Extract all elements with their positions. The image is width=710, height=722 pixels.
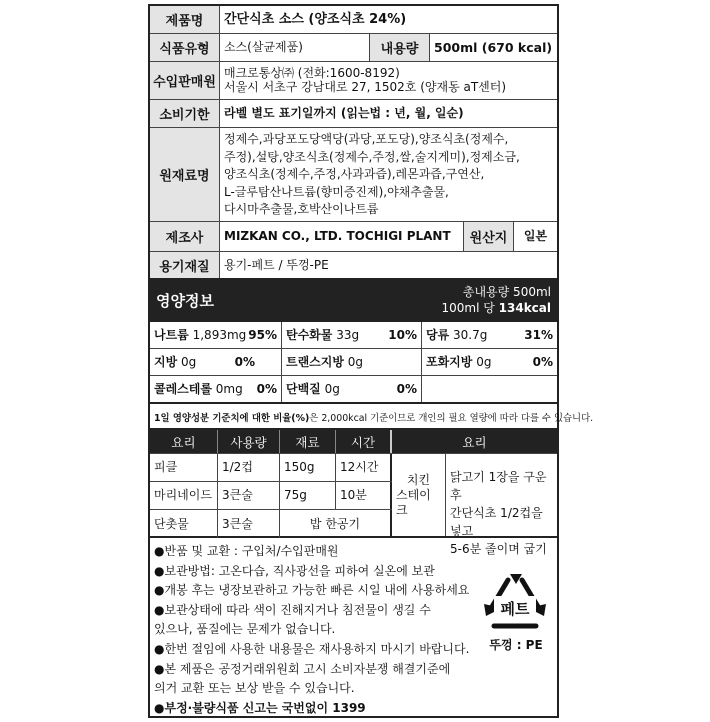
nutrient-amount: 0g (347, 354, 364, 369)
nutrient-name: 당류 (426, 327, 450, 342)
nutrition-footnote (150, 404, 594, 430)
recycle-main-label: 페트 (500, 600, 530, 618)
ingredients-line: 주정),설탕,양조식초(정제수,주정,쌀,술지게미),정제소금, (224, 149, 520, 164)
row-ingredients (150, 128, 557, 222)
nutrient-percent: 10% (388, 327, 417, 342)
steak-name-line-2: 스테이크 (396, 487, 431, 517)
recipe-amount: 3큰술 (218, 510, 280, 538)
nutrient-sodium (150, 322, 282, 348)
recipe-time: 10분 (336, 482, 392, 509)
importer-label: 수입판매원 (150, 62, 220, 99)
recipe-ingredient-time: 밥 한공기 (280, 510, 392, 538)
note-line: ●본 제품은 공정거래위원회 고시 소비자분쟁 해결기준에 (154, 661, 451, 676)
recipe-steak-name (392, 454, 446, 536)
recycle-cap-label: 뚜껑 : PE (489, 638, 543, 652)
ingredients-label: 원재료명 (150, 128, 220, 221)
nutrient-carbs (282, 322, 422, 348)
ingredients-line: 다시마추출물,호박산이나트륨 (224, 202, 379, 216)
nutrient-name: 포화지방 (426, 354, 473, 369)
recipe-header-dish: 요리 (150, 430, 218, 453)
nutrient-sugars (422, 322, 557, 348)
food-type-value: 소스(살균제품) (220, 34, 370, 61)
food-type-label: 식품유형 (150, 34, 220, 61)
ingredients-line: 정제수,과당포도당액당(과당,포도당),양조식초(정제수, (224, 132, 509, 146)
nutrient-amount: 0g (181, 354, 197, 369)
nutrient-percent: 0% (256, 381, 277, 396)
ingredients-line: 양조식초(정제수,주정,사과과즙),레몬과즙,구연산, (224, 167, 485, 181)
per-serving-kcal: 134kcal (498, 301, 551, 315)
manufacturer-label: 제조사 (150, 222, 220, 251)
row-manufacturer (150, 222, 557, 252)
steak-desc-line: 간단식초 1/2컵을 넣고 (450, 506, 543, 538)
importer-line-2: 서울시 서초구 강남대로 27, 1502호 (양재동 aT센터) (224, 80, 507, 94)
nutrient-amount: 33g (336, 327, 360, 342)
recipe-dish: 피클 (150, 454, 218, 481)
recipe-header-right-dish: 요리 (462, 434, 487, 450)
nutrient-name: 콜레스테롤 (154, 381, 212, 396)
steak-desc-line: 닭고기 1장을 구운 후 (450, 470, 547, 502)
origin-value: 일본 (523, 229, 548, 243)
recycle-mark (480, 574, 550, 652)
nutrient-name: 탄수화물 (286, 327, 333, 342)
note-line: ●보관상태에 따라 색이 진해지거나 침전물이 생길 수 (154, 602, 431, 617)
footnote-text (154, 410, 594, 424)
nutrition-row (150, 349, 557, 376)
origin-label: 원산지 (464, 222, 514, 251)
note-line: 있으나, 품질에는 문제가 없습니다. (154, 622, 336, 637)
note-line: ●반품 및 교환 : 구입처/수입판매원 (154, 544, 339, 558)
nutrient-name: 지방 (154, 354, 178, 369)
recipe-header-time: 시간 (336, 430, 392, 453)
row-product-name (150, 6, 557, 34)
importer-line-1: 매크로통상㈜ (전화:1600-8192) (224, 66, 400, 80)
product-label (148, 4, 594, 718)
note-line: ●보관방법: 고온다습, 직사광선을 피하여 실온에 보관 (154, 563, 435, 578)
ingredients-value (220, 128, 557, 221)
nutrient-name: 트랜스지방 (286, 354, 344, 369)
nutrient-percent: 0% (532, 354, 553, 369)
row-expiry (150, 100, 557, 128)
container-label: 용기재질 (150, 252, 220, 278)
note-line: ●한번 절임에 사용한 내용물은 재사용하지 마시기 바랍니다. (154, 641, 470, 656)
recipe-amount: 1/2컵 (218, 454, 280, 481)
nutrient-amount: 0g (324, 381, 340, 396)
product-name-value: 간단식초 소스 (양조식초 24%) (224, 12, 407, 27)
row-container (150, 252, 557, 280)
recipe-ingredient: 75g (280, 482, 336, 509)
nutrient-amount: 0mg (215, 381, 243, 396)
importer-value (220, 62, 557, 99)
nutrition-row (150, 376, 557, 404)
volume-value: 500ml (670 kcal) (434, 40, 553, 55)
nutrient-name: 나트륨 (154, 327, 189, 342)
recipe-row (150, 482, 392, 510)
nutrition-title: 영양정보 (156, 292, 214, 310)
steak-name-line-1: 치킨 (406, 472, 431, 487)
nutrition-row (150, 322, 557, 349)
nutrition-per-serving (441, 300, 551, 316)
nutrient-saturated-fat (422, 349, 557, 375)
volume-label: 내용량 (370, 34, 430, 61)
nutrition-header (150, 280, 557, 322)
recipe-header-ingredient: 재료 (280, 430, 336, 453)
nutrient-percent: 95% (248, 327, 277, 342)
recipe-header-amount: 사용량 (218, 430, 280, 453)
recipe-header (150, 430, 557, 454)
note-line: ●개봉 후는 냉장보관하고 가능한 빠른 시일 내에 사용하세요 (154, 583, 470, 598)
steak-desc-line: 5-6분 졸이며 굽기 (450, 542, 547, 556)
recipe-steak-description (446, 454, 557, 556)
recipe-row (150, 454, 392, 482)
recipe-amount: 3큰술 (218, 482, 280, 509)
note-report-line: ●부정·불량식품 신고는 국번없이 1399 (154, 700, 366, 715)
nutrient-protein (282, 376, 422, 402)
nutrition-totals (441, 284, 551, 316)
manufacturer-value: MIZKAN CO., LTD. TOCHIGI PLANT (220, 222, 464, 251)
row-food-type (150, 34, 557, 62)
recipe-dish: 마리네이드 (150, 482, 218, 509)
note-line: 의거 교환 또는 보상 받을 수 있습니다. (154, 681, 355, 696)
recipe-dish: 단촛물 (150, 510, 218, 538)
nutrient-amount: 30.7g (453, 327, 488, 342)
nutrient-trans-fat (282, 349, 422, 375)
nutrient-fat (150, 349, 282, 375)
nutrient-amount: 1,893mg (192, 327, 247, 342)
nutrient-percent: 0% (234, 354, 255, 369)
nutrient-empty-cell (422, 376, 557, 402)
footnote-rest: 은 2,000kcal 기준이므로 개인의 필요 열량에 따라 다를 수 있습니다. (309, 413, 594, 424)
container-value: 용기-페트 / 뚜껑-PE (224, 257, 329, 272)
nutrient-percent: 0% (396, 381, 417, 396)
expiry-value: 라벨 별도 표기일까지 (읽는법 : 년, 월, 일순) (224, 106, 464, 120)
nutrition-total-volume: 총내용량 500ml (462, 285, 551, 299)
nutrient-amount: 0g (476, 354, 492, 369)
row-importer (150, 62, 557, 100)
recipe-ingredient: 150g (280, 454, 336, 481)
footnote-bold: 1일 영양성분 기준치에 대한 비율(%) (154, 413, 310, 424)
nutrient-percent: 31% (524, 327, 553, 342)
recipe-row (150, 510, 392, 538)
per-serving-prefix: 100ml 당 (441, 301, 499, 315)
nutrient-cholesterol (150, 376, 282, 402)
recipe-time: 12시간 (336, 454, 392, 481)
ingredients-line: L-글루탐산나트륨(향미증진제),야채추출물, (224, 184, 449, 199)
nutrient-name: 단백질 (286, 381, 321, 396)
expiry-label: 소비기한 (150, 100, 220, 127)
product-name-label: 제품명 (150, 6, 220, 33)
